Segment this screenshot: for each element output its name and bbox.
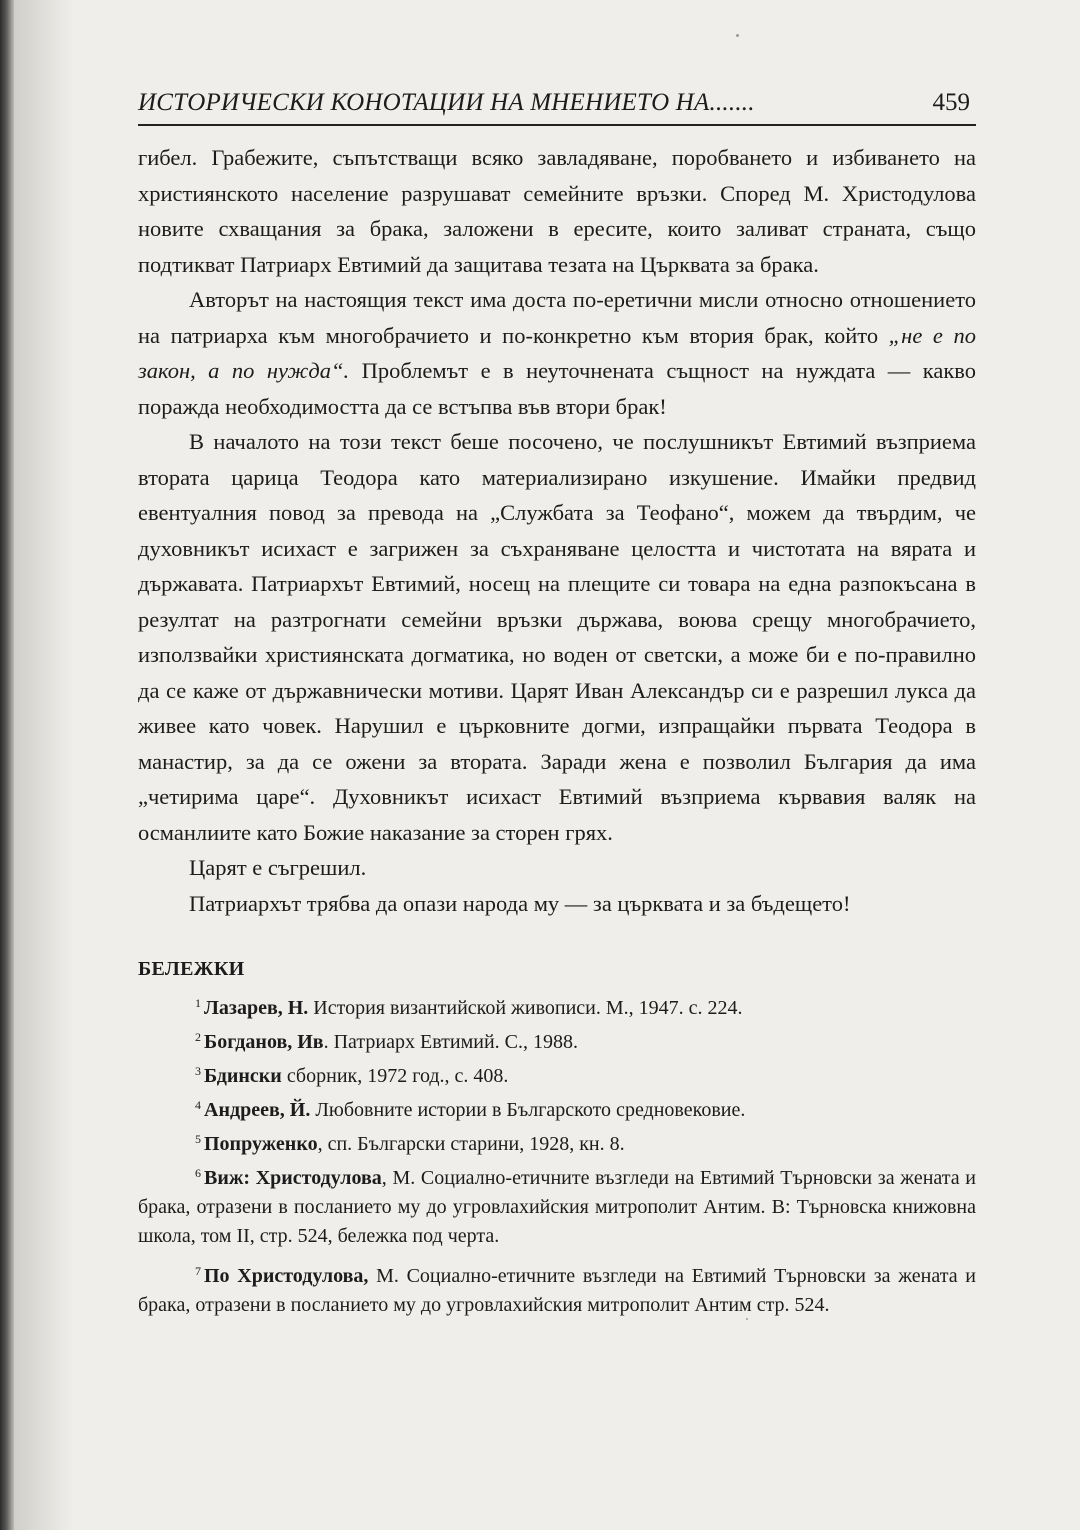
note-item [138, 1023, 976, 1057]
note-author: Попруженко [204, 1133, 318, 1155]
note-author: Бдински [204, 1065, 282, 1087]
note-text: сборник, 1972 год., с. 408. [281, 1065, 509, 1087]
note-author: Богданов, Ив [204, 1031, 324, 1053]
book-page [138, 86, 976, 1320]
note-number: 1 [195, 996, 201, 1010]
note-number: 2 [195, 1030, 201, 1044]
note-text: , сп. Български старини, 1928, кн. 8. [317, 1133, 625, 1155]
note-item [138, 1125, 976, 1159]
gutter-shadow [14, 0, 74, 1530]
note-item [138, 1257, 976, 1320]
paragraph-2-quote: „не е по закон, а по нужда“. [138, 322, 976, 383]
notes-heading: БЕЛЕЖКИ [138, 958, 245, 980]
note-number: 6 [195, 1166, 201, 1180]
paper-speck [736, 34, 739, 37]
note-number: 4 [195, 1098, 201, 1112]
note-number: 3 [195, 1064, 201, 1078]
notes-list [138, 989, 976, 1320]
note-item [138, 1091, 976, 1125]
paragraph-5: Патриархът трябва да опази народа му — за църквата и за бъдещето! [189, 890, 851, 916]
paragraph-3: В началото на този текст беше посочено, че послушникът Евтимий възприема втората царица Теодора като материализирано изкушение. Имайки предвид евентуалния повод за превода на „Службата за Теофано“, можем да твърдим, че духовникът исихаст е загрижен за съхраняване целостта и чистотата на вярата и държавата. Патриархът Евтимий, носещ на плещите си товара на една разпокъсана в резултат на разтрогнати семейни връзки държава, воюва срещу многобрачието, използвайки християнската догматика, но воден от светски, а може би е по-правилно да се каже от държавнически мотиви. Царят Иван Александър си е разрешил лукса да живее като човек. Нарушил е църковните догми, изпращайки първата Теодора в манастир, за да се ожени за втората. Заради жена е позволил България да има „четирима царе“. Духовникът исихаст Евтимий възприема кървавия валяк на османлиите като Божие наказание за сторен грях. [138, 429, 976, 845]
paragraph-1: гибел. Грабежите, съпътстващи всяко завладяване, поробването и избиването на християнското население разрушават семейните връзки. Според М. Христодулова новите схващания за брака, заложени в ересите, които заливат страната, също подтикват Патриарх Евтимий да защитава тезата на Църквата за брака. [138, 145, 976, 277]
note-item [138, 1159, 976, 1251]
running-header [138, 86, 976, 126]
note-author: Андреев, Й. [204, 1099, 311, 1121]
paragraph-4: Царят е съгрешил. [189, 855, 367, 880]
note-author: По Христодулова, [204, 1265, 369, 1287]
page-number: 459 [932, 89, 970, 116]
running-header-title: ИСТОРИЧЕСКИ КОНОТАЦИИ НА МНЕНИЕТО НА....... [138, 89, 755, 116]
note-author: Виж: Христодулова [204, 1167, 382, 1189]
body-text [138, 140, 976, 921]
note-item [138, 989, 976, 1023]
note-text: История византийской живописи. М., 1947. с. 224. [308, 997, 743, 1019]
paragraph-2-text-before: Авторът на настоящия текст има доста по-еретични мисли относно отношението на патриарха към многобрачието и по-конкретно към втория брак, който [138, 287, 976, 348]
note-text: , М. Социално-етичните възгледи на Евтимий Търновски за жената и брака, отразени в посланието му до угровлахийския митрополит Антим. В: Търновска книжовна школа, том II, стр. 524, бележка под черта. [138, 1167, 976, 1247]
note-author: Лазарев, Н. [204, 997, 309, 1019]
note-number: 5 [195, 1132, 201, 1146]
paragraph-2-text-after: Проблемът е в неуточнената същност на нуждата — какво поражда необходимостта да се встъпва във втори брак! [138, 358, 976, 419]
note-text: Любовните истории в Българското средновековие. [310, 1099, 746, 1121]
note-text: . Патриарх Евтимий. С., 1988. [323, 1031, 578, 1053]
note-item [138, 1057, 976, 1091]
note-number: 7 [195, 1264, 201, 1278]
paragraph-2 [138, 282, 976, 424]
book-spine-shadow [0, 0, 14, 1530]
note-text: М. Социално-етичните възгледи на Евтимий Търновски за жената и брака, отразени в посланието му до угровлахийския митрополит Антим стр. 524. [138, 1265, 976, 1316]
